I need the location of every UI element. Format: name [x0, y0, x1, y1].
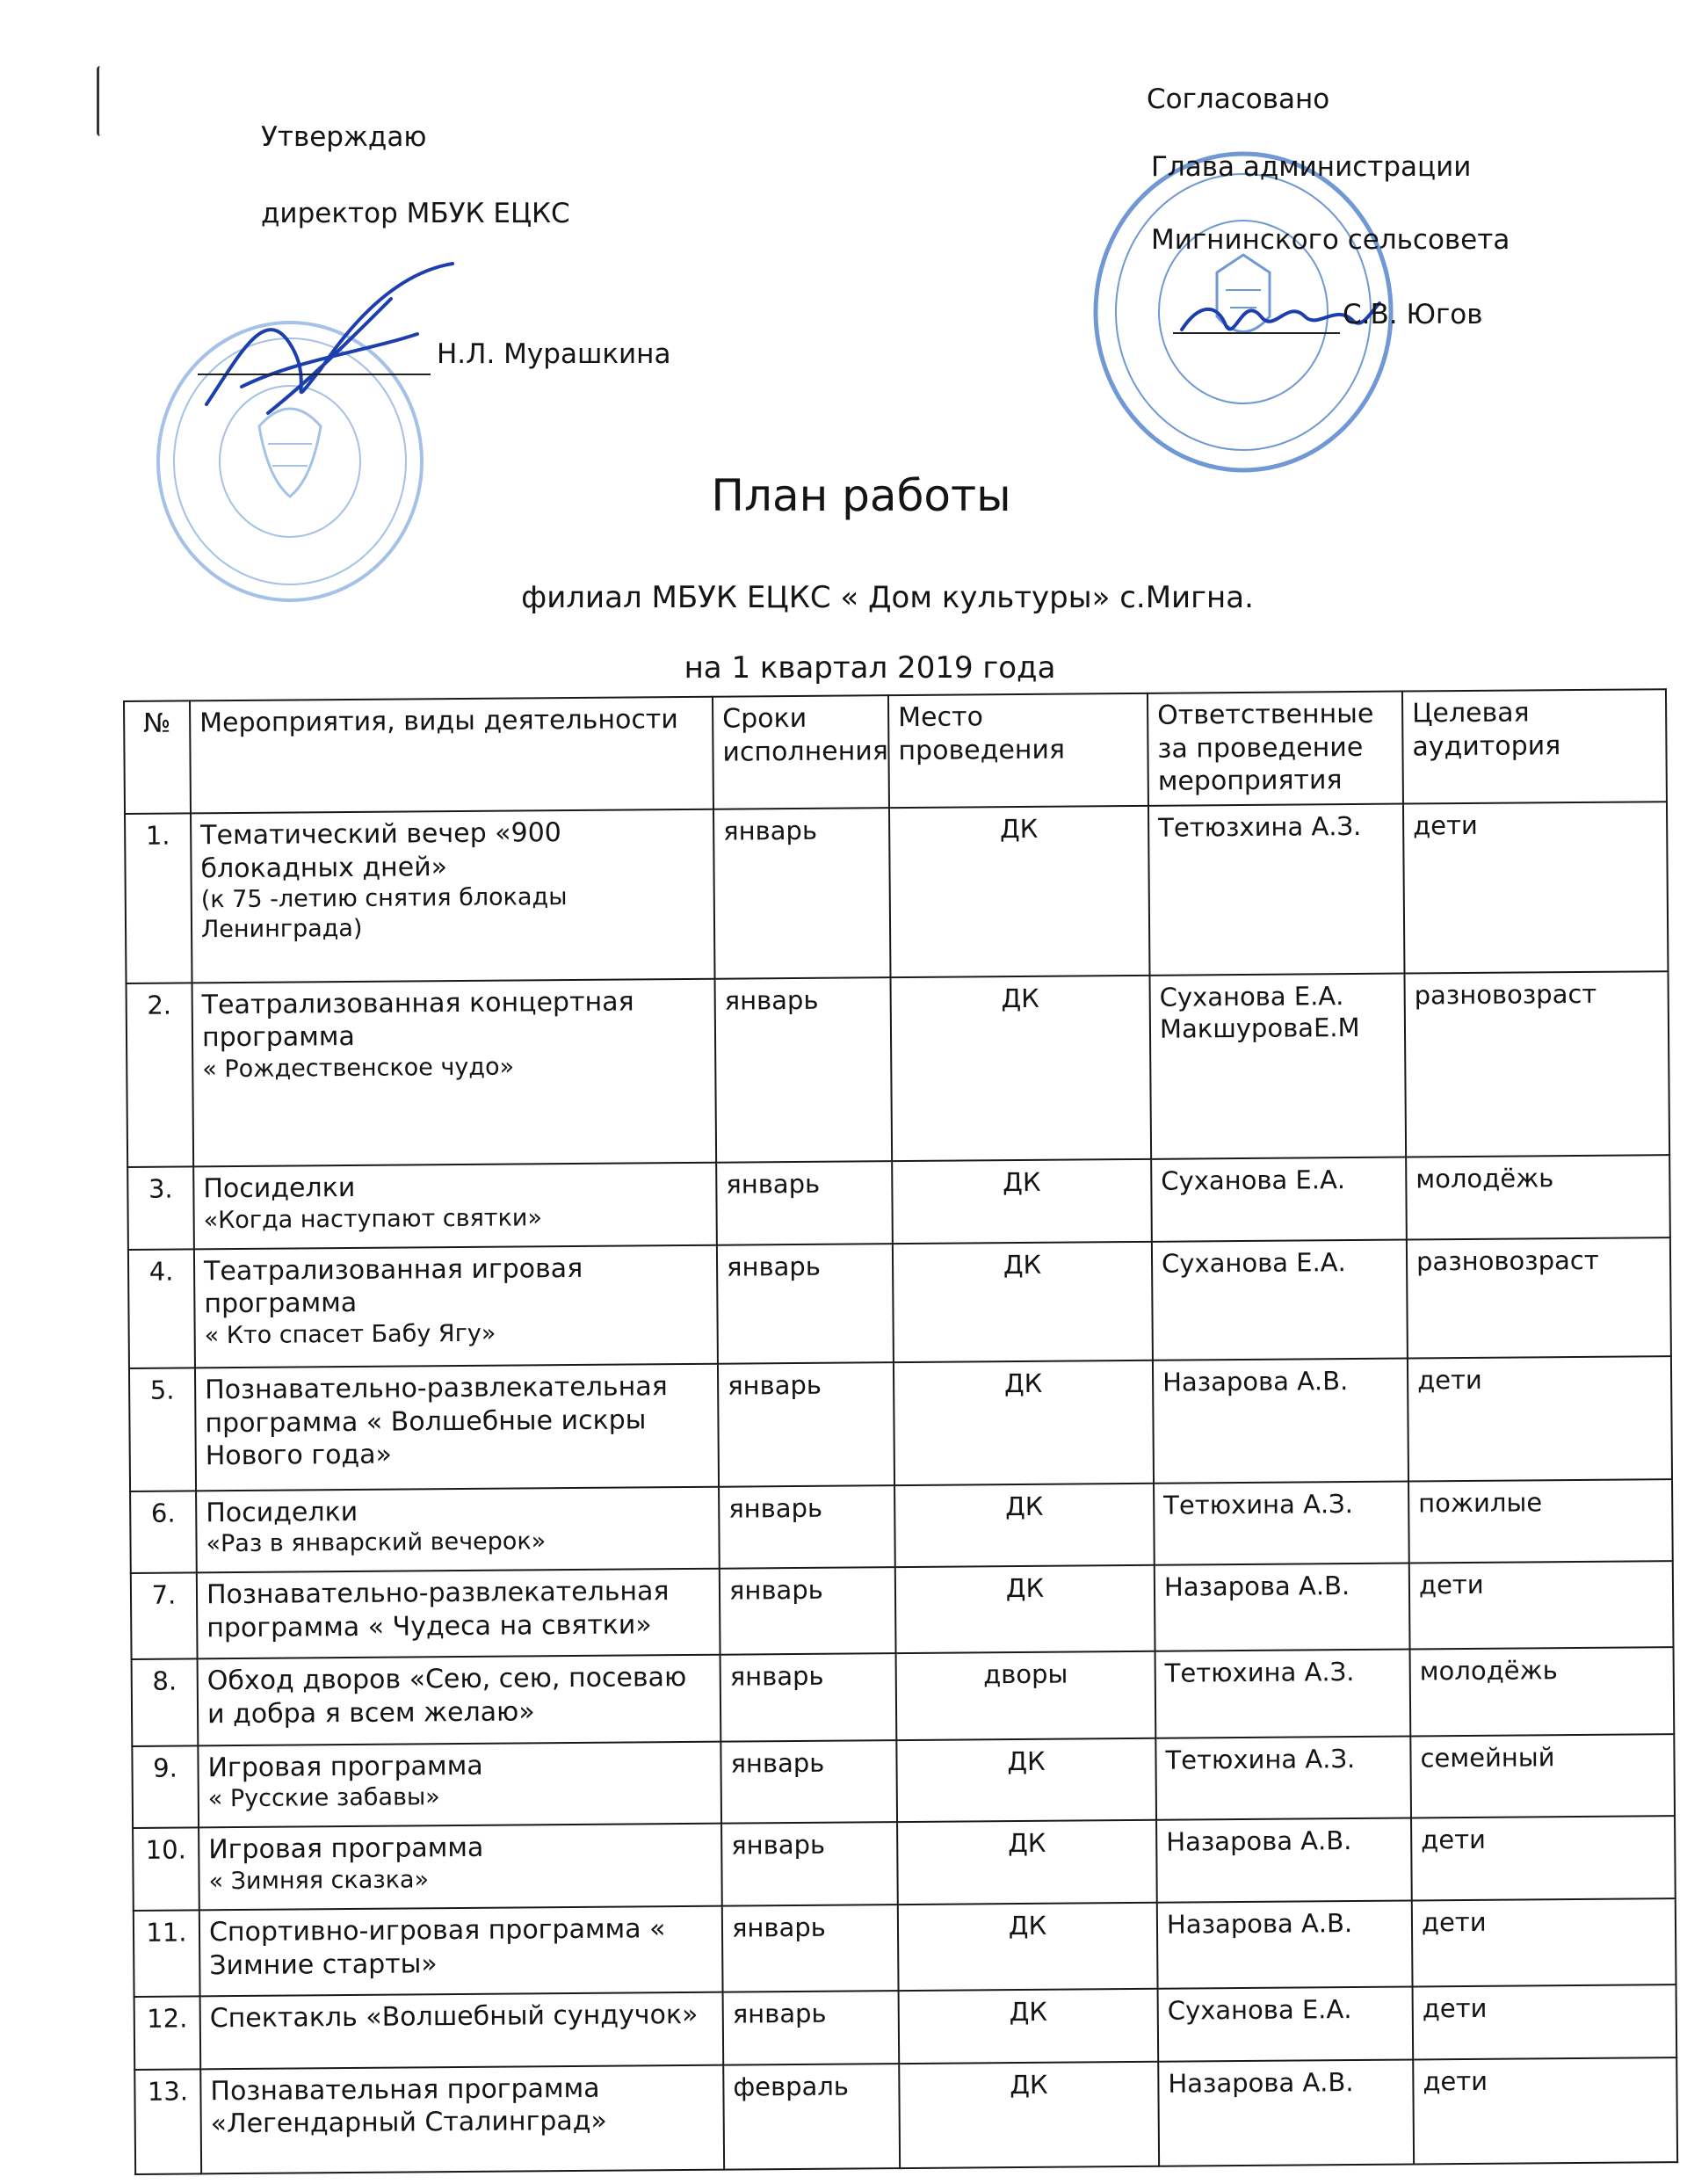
- row-number: 1.: [125, 813, 192, 983]
- row-responsible: Суханова Е.А.: [1151, 1157, 1407, 1242]
- row-place: дворы: [896, 1651, 1156, 1739]
- table-row: [127, 1155, 1670, 1250]
- row-term: январь: [717, 1244, 894, 1364]
- left-signature-line: [198, 374, 431, 375]
- work-plan-table: [123, 688, 1678, 2175]
- row-activity: [200, 1992, 724, 2069]
- row-audience: дети: [1403, 802, 1669, 973]
- row-activity: [199, 1824, 722, 1911]
- row-activity: [198, 1741, 721, 1828]
- row-place: ДК: [899, 2062, 1159, 2168]
- activity-name: Театрализованная игровая программа: [203, 1252, 583, 1320]
- row-term: январь: [719, 1485, 895, 1569]
- table-row: [128, 1237, 1671, 1368]
- row-audience: разновозраст: [1404, 971, 1669, 1157]
- row-audience: дети: [1409, 1562, 1674, 1650]
- approver-name: Н.Л. Мурашкина: [437, 338, 671, 370]
- activity-name: Игровая программа: [207, 1750, 483, 1783]
- row-place: ДК: [893, 1242, 1153, 1363]
- row-number: 2.: [127, 983, 194, 1167]
- row-term: январь: [718, 1362, 894, 1486]
- activity-name: Игровая программа: [208, 1832, 484, 1866]
- agreement-label: Согласовано: [1147, 83, 1330, 115]
- row-activity: [196, 1486, 720, 1573]
- row-term: январь: [720, 1740, 897, 1824]
- row-number: 6.: [130, 1491, 197, 1573]
- row-number: 9.: [132, 1745, 199, 1828]
- table-row: [131, 1562, 1674, 1660]
- row-term: январь: [721, 1823, 898, 1906]
- table-row: [129, 1356, 1672, 1491]
- row-activity: [191, 809, 714, 983]
- activity-name: Познавательно-развлекательная программа « Волшебные искры Нового года»: [205, 1371, 668, 1472]
- table-row: [132, 1734, 1675, 1829]
- row-number: 7.: [131, 1573, 198, 1660]
- row-audience: дети: [1413, 1985, 1677, 2060]
- scan-artifact-mark: [97, 66, 105, 136]
- row-responsible: Тетюхина А.З.: [1155, 1650, 1411, 1738]
- row-term: январь: [722, 1905, 899, 1992]
- activity-subtitle: «Когда наступают святки»: [203, 1203, 543, 1234]
- row-number: 11.: [134, 1911, 200, 1998]
- row-place: ДК: [891, 976, 1152, 1162]
- table-row: [130, 1479, 1673, 1574]
- activity-name: Обход дворов «Сею, сею, посеваю и добра я всем желаю»: [206, 1662, 687, 1731]
- left-handwritten-signature: [189, 246, 470, 431]
- activity-name: Театрализованная концертная программа: [201, 986, 634, 1054]
- table-row: [134, 1898, 1676, 1997]
- row-audience: дети: [1413, 2057, 1677, 2164]
- row-responsible: Суханова Е.А.: [1152, 1240, 1408, 1360]
- row-audience: дети: [1411, 1817, 1676, 1901]
- activity-name: Спортивно-игровая программа « Зимние старты»: [208, 1913, 666, 1982]
- table-header-row: [124, 689, 1667, 814]
- row-audience: семейный: [1410, 1734, 1675, 1818]
- row-term: январь: [723, 1991, 900, 2064]
- document-subtitle: филиал МБУК ЕЦКС « Дом культуры» с.Мигна.: [521, 580, 1254, 615]
- table-row: [125, 802, 1668, 983]
- row-place: ДК: [897, 1820, 1157, 1905]
- row-responsible: Суханова Е.А.: [1158, 1987, 1414, 2062]
- row-audience: молодёжь: [1410, 1648, 1675, 1736]
- approver-position: директор МБУК ЕЦКС: [261, 198, 570, 229]
- row-term: январь: [716, 1161, 893, 1244]
- row-responsible: Назарова А.В.: [1157, 1901, 1413, 1989]
- row-place: ДК: [899, 1989, 1159, 2064]
- row-activity: [193, 1163, 717, 1250]
- row-number: 5.: [129, 1368, 196, 1491]
- row-term: январь: [715, 977, 893, 1163]
- activity-subtitle: « Кто спасет Бабу Ягу»: [204, 1319, 496, 1350]
- row-responsible: Назарова А.В.: [1156, 1818, 1412, 1903]
- row-responsible: Тетюхина А.З.: [1155, 1736, 1411, 1820]
- row-term: январь: [713, 808, 891, 978]
- document-title: План работы: [711, 470, 1011, 521]
- header-number: №: [124, 700, 191, 814]
- header-term: Сроки исполнения: [713, 695, 889, 809]
- row-term: февраль: [723, 2064, 900, 2170]
- row-activity: [195, 1364, 719, 1491]
- table-row: [127, 971, 1670, 1167]
- row-place: ДК: [892, 1159, 1152, 1244]
- activity-subtitle: «Раз в январский вечерок»: [206, 1527, 547, 1558]
- row-responsible: Тетюхина А.З.: [1154, 1481, 1409, 1565]
- header-place: Место проведения: [888, 693, 1148, 808]
- row-place: ДК: [889, 806, 1150, 977]
- agreer-position: Глава администрации: [1151, 151, 1472, 183]
- header-activity: Мероприятия, виды деятельности: [190, 697, 713, 814]
- row-number: 4.: [128, 1249, 195, 1368]
- row-place: ДК: [895, 1565, 1155, 1653]
- activity-name: Тематический вечер «900 блокадных дней»: [200, 817, 561, 884]
- row-audience: дети: [1412, 1898, 1676, 1986]
- activity-name: Познавательно-развлекательная программа « Чудеса на святки»: [206, 1576, 670, 1644]
- row-activity: [197, 1569, 720, 1659]
- row-term: январь: [720, 1654, 897, 1742]
- row-place: ДК: [896, 1738, 1156, 1822]
- header-audience: Целевая аудитория: [1402, 689, 1667, 803]
- row-place: ДК: [898, 1903, 1158, 1991]
- table-row: [134, 1985, 1677, 2070]
- agreer-organization: Мигнинского сельсовета: [1151, 224, 1510, 256]
- row-activity: [199, 1906, 723, 1997]
- row-activity: [200, 2065, 724, 2174]
- activity-subtitle: « Русские забавы»: [207, 1783, 440, 1813]
- row-activity: [192, 978, 717, 1166]
- row-responsible: Назарова А.В.: [1153, 1359, 1408, 1484]
- row-number: 3.: [127, 1166, 194, 1249]
- activity-name: Посиделки: [203, 1172, 356, 1205]
- row-number: 12.: [134, 1997, 201, 2070]
- row-number: 8.: [132, 1659, 199, 1746]
- row-responsible: Суханова Е.А. МакшуроваЕ.М: [1149, 973, 1406, 1159]
- right-signature-line: [1173, 332, 1340, 334]
- row-audience: дети: [1408, 1356, 1672, 1481]
- document-period: на 1 квартал 2019 года: [684, 650, 1056, 686]
- table-row: [132, 1648, 1675, 1746]
- header-responsible: Ответственные за проведение мероприятия: [1148, 692, 1403, 806]
- activity-name: Спектакль «Волшебный сундучок»: [209, 1999, 699, 2035]
- row-place: ДК: [894, 1360, 1154, 1485]
- row-responsible: Тетюзхина А.З.: [1148, 804, 1405, 976]
- approval-label: Утверждаю: [261, 121, 427, 153]
- row-audience: пожилые: [1408, 1479, 1673, 1564]
- row-number: 10.: [133, 1828, 199, 1911]
- agreer-name: С.В. Югов: [1343, 299, 1483, 330]
- activity-subtitle: « Зимняя сказка»: [208, 1866, 430, 1896]
- activity-subtitle: (к 75 -летию снятия блокады Ленинграда): [200, 883, 568, 944]
- row-number: 13.: [134, 2069, 201, 2174]
- row-responsible: Назарова А.В.: [1158, 2059, 1414, 2166]
- row-responsible: Назарова А.В.: [1155, 1564, 1410, 1651]
- row-activity: [198, 1655, 721, 1745]
- row-place: ДК: [894, 1483, 1155, 1567]
- table-row: [133, 1817, 1676, 1912]
- activity-name: Посиделки: [206, 1496, 358, 1528]
- activity-subtitle: « Рождественское чудо»: [202, 1053, 515, 1084]
- activity-name: Познавательная программа «Легендарный Сталинград»: [210, 2072, 607, 2140]
- table-row: [134, 2057, 1677, 2174]
- row-audience: молодёжь: [1406, 1155, 1670, 1239]
- row-term: январь: [720, 1568, 896, 1656]
- row-activity: [194, 1245, 718, 1368]
- row-audience: разновозраст: [1407, 1237, 1671, 1359]
